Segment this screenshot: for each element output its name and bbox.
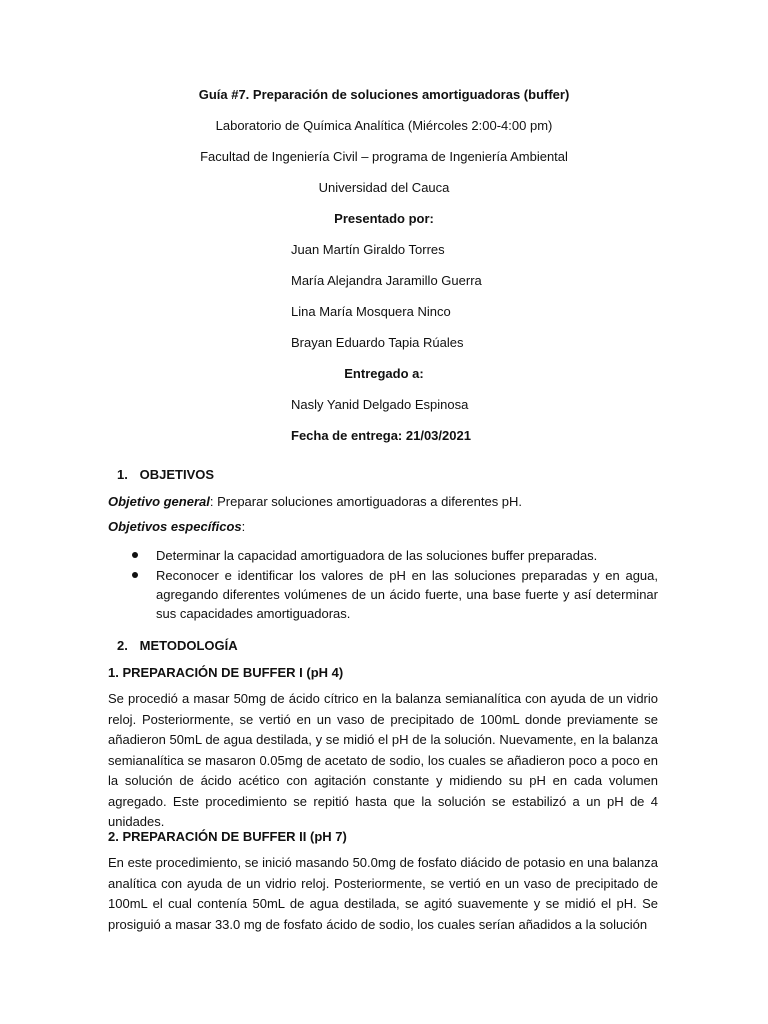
list-item: Determinar la capacidad amortiguadora de las soluciones buffer preparadas. [108, 546, 658, 565]
specific-objectives-label-line [108, 519, 658, 534]
list-item: Reconocer e identificar los valores de pH en las soluciones preparadas y en agua, agregando diferentes volúmenes de un ácido fuerte, una base fuerte y así determinar sus capacidades amortiguadoras. [108, 566, 658, 623]
section-title: METODOLOGÍA [139, 638, 238, 653]
recipient-name: Nasly Yanid Delgado Espinosa [291, 397, 469, 412]
specific-objectives-colon: : [241, 519, 246, 534]
author-list [291, 242, 482, 366]
author-name: Brayan Eduardo Tapia Rúales [291, 335, 464, 350]
author-name: Juan Martín Giraldo Torres [291, 242, 445, 257]
specific-objectives-label: Objetivos específicos [108, 519, 242, 534]
buffer2-paragraph: En este procedimiento, se inició masando 50.0mg de fosfato diácido de potasio en una balanza analítica con ayuda de un vidrio reloj. Posteriormente, se vertió en un vaso de precipitado de 100mL el cual contenía 50mL de agua destilada, se agitó suavemente y se midió el pH. Se prosiguió a masar 33.0 mg de fosfato ácido de sodio, los cuales serían añadidos a la solución [108, 855, 658, 932]
presented-by-label: Presentado por: [334, 211, 434, 226]
delivered-to-label: Entregado a: [344, 366, 424, 381]
university-name: Universidad del Cauca [318, 180, 450, 195]
section-title: OBJETIVOS [139, 467, 215, 482]
buffer1-paragraph: Se procedió a masar 50mg de ácido cítrico en la balanza semianalítica con ayuda de un vidrio reloj. Posteriormente, se vertió en un vaso de precipitado de 100mL donde previamente se añadieron 50mL de agua destilada, y se midió el pH de la solución. Nuevamente, en la balanza semianalítica se masaron 0.05mg de acetato de sodio, los cuales se añadieron poco a poco en la solución de ácido acético con agitación constante y midiendo su pH en cada volumen agregado. Este procedimiento se repitió hasta que la solución se estabilizó a un pH de 4 unidades. [108, 691, 658, 829]
general-objective-label: Objetivo general [108, 494, 210, 509]
general-objective-text: : Preparar soluciones amortiguadoras a diferentes pH. [209, 494, 523, 509]
lab-name: Laboratorio de Química Analítica (Miércoles 2:00-4:00 pm) [215, 118, 553, 133]
document-title: Guía #7. Preparación de soluciones amortiguadoras (buffer) [198, 87, 570, 102]
delivery-date: Fecha de entrega: 21/03/2021 [291, 428, 471, 443]
buffer2-heading: 2. PREPARACIÓN DE BUFFER II (pH 7) [108, 829, 347, 844]
buffer1-heading: 1. PREPARACIÓN DE BUFFER I (pH 4) [108, 665, 344, 680]
author-name: María Alejandra Jaramillo Guerra [291, 273, 482, 288]
author-name: Lina María Mosquera Ninco [291, 304, 451, 319]
section-objectives-heading [117, 467, 214, 482]
specific-objectives-list [108, 546, 658, 624]
section-methodology-heading [117, 638, 238, 653]
general-objective [108, 494, 658, 509]
section-number: 2. [117, 638, 128, 653]
faculty-name: Facultad de Ingeniería Civil – programa de Ingeniería Ambiental [200, 149, 568, 164]
section-number: 1. [117, 467, 128, 482]
